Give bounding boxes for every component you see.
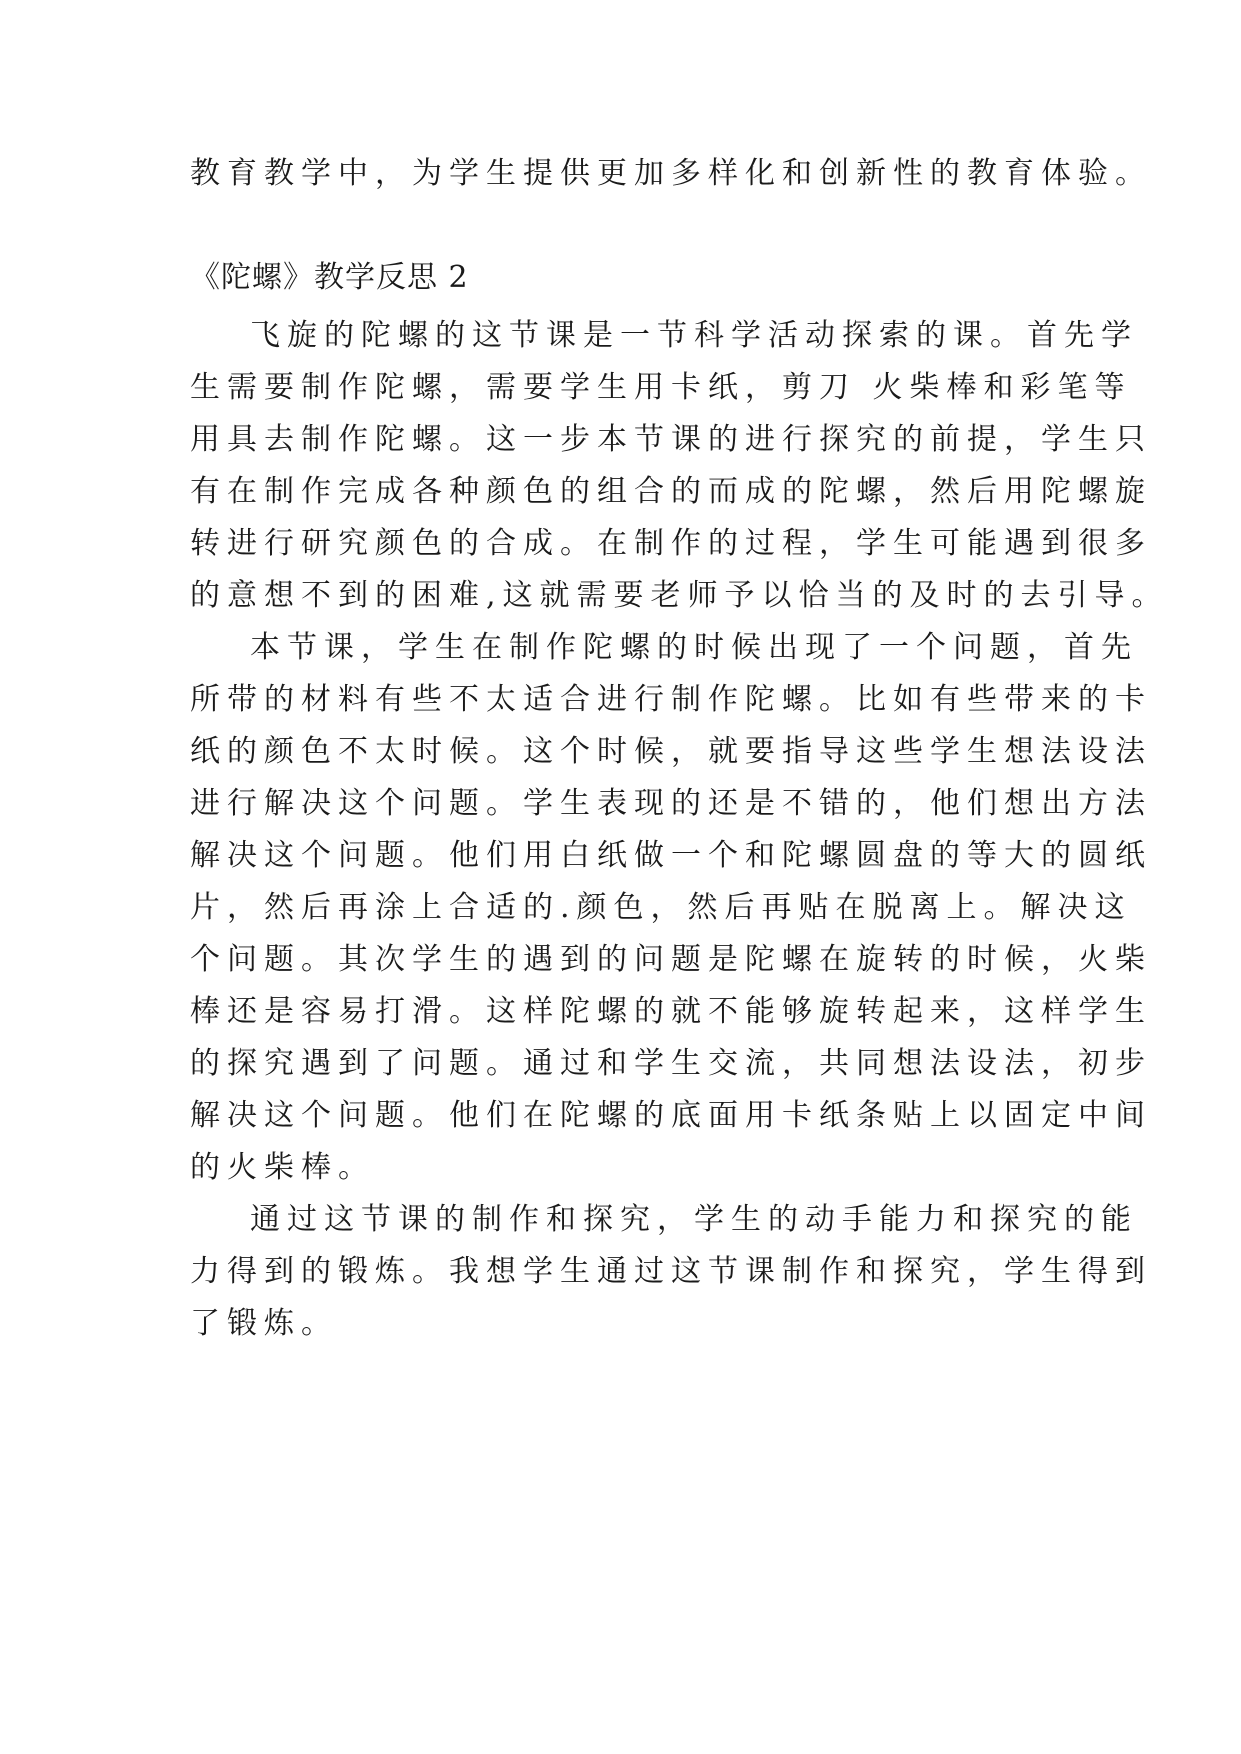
- paragraph-line: 的探究遇到了问题。通过和学生交流，共同想法设法，初步: [190, 1046, 1152, 1081]
- previous-section-tail-line: 教育教学中，为学生提供更加多样化和创新性的教育体验。: [190, 156, 1152, 191]
- paragraph-line: 本节课，学生在制作陀螺的时候出现了一个问题，首先: [250, 630, 1138, 665]
- paragraph-line: 个问题。其次学生的遇到的问题是陀螺在旋转的时候，火柴: [190, 942, 1152, 977]
- paragraph-line: 用具去制作陀螺。这一步本节课的进行探究的前提，学生只: [190, 422, 1152, 457]
- paragraph-line: 了锻炼。: [190, 1306, 338, 1341]
- paragraph-line: 纸的颜色不太时候。这个时候，就要指导这些学生想法设法: [190, 734, 1152, 769]
- paragraph-line: 解决这个问题。他们在陀螺的底面用卡纸条贴上以固定中间: [190, 1098, 1152, 1133]
- paragraph-line: 生需要制作陀螺，需要学生用卡纸，剪刀 火柴棒和彩笔等: [190, 370, 1132, 405]
- paragraph-line: 棒还是容易打滑。这样陀螺的就不能够旋转起来，这样学生: [190, 994, 1152, 1029]
- paragraph-line: 力得到的锻炼。我想学生通过这节课制作和探究，学生得到: [190, 1254, 1152, 1289]
- paragraph-line: 的火柴棒。: [190, 1150, 375, 1185]
- paragraph-line: 通过这节课的制作和探究，学生的动手能力和探究的能: [250, 1202, 1138, 1237]
- paragraph-line: 片，然后再涂上合适的.颜色，然后再贴在脱离上。解决这: [190, 890, 1132, 925]
- paragraph-line: 所带的材料有些不太适合进行制作陀螺。比如有些带来的卡: [190, 682, 1152, 717]
- section-title: 《陀螺》教学反思 2: [190, 260, 469, 295]
- paragraph-line: 解决这个问题。他们用白纸做一个和陀螺圆盘的等大的圆纸: [190, 838, 1152, 873]
- paragraph-line: 飞旋的陀螺的这节课是一节科学活动探索的课。首先学: [250, 318, 1138, 353]
- paragraph-line: 的意想不到的困难,这就需要老师予以恰当的及时的去引导。: [190, 578, 1169, 613]
- paragraph-line: 有在制作完成各种颜色的组合的而成的陀螺，然后用陀螺旋: [190, 474, 1152, 509]
- paragraph-line: 进行解决这个问题。学生表现的还是不错的，他们想出方法: [190, 786, 1152, 821]
- paragraph-line: 转进行研究颜色的合成。在制作的过程，学生可能遇到很多: [190, 526, 1152, 561]
